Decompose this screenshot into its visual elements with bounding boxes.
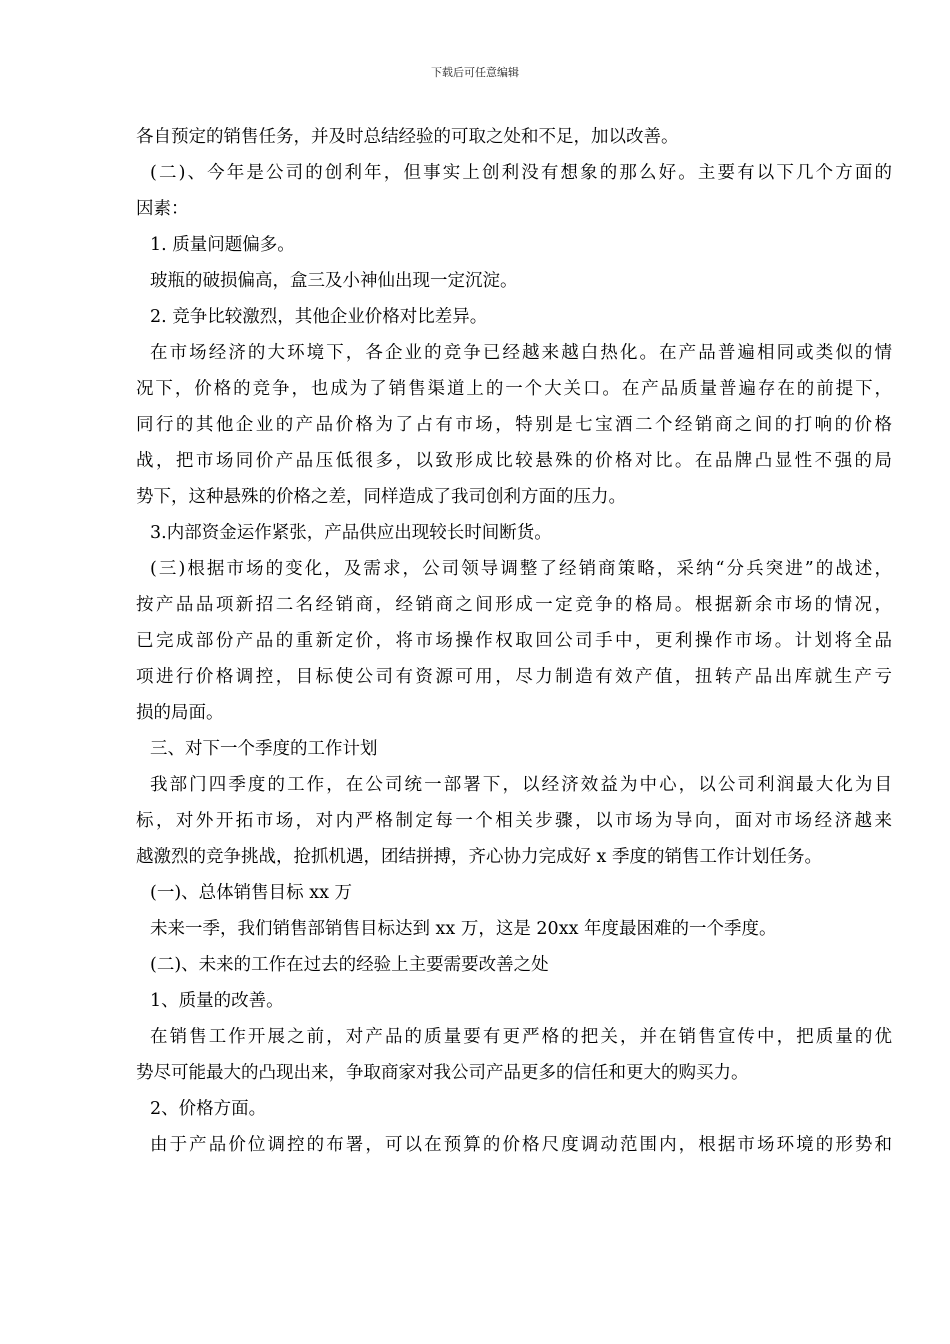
- text-line: 玻瓶的破损偏高，盒三及小神仙出现一定沉淀。: [150, 271, 518, 291]
- text-line: 战，把市场同价产品压低很多，以致形成比较悬殊的价格对比。在品牌凸显性不强的局: [136, 451, 892, 471]
- text-line: 三、对下一个季度的工作计划: [150, 739, 378, 759]
- text-line: 标，对外开拓市场，对内严格制定每一个相关步骤，以市场为导向，面对市场经济越来: [136, 811, 892, 831]
- page-header: 下载后可任意编辑: [431, 66, 519, 79]
- text-line: 在市场经济的大环境下，各企业的竞争已经越来越白热化。在产品普遍相同或类似的情: [150, 343, 892, 363]
- text-line: 各自预定的销售任务，并及时总结经验的可取之处和不足，加以改善。: [136, 127, 679, 147]
- text-line: 损的局面。: [136, 703, 224, 723]
- text-line: 越激烈的竞争挑战，抢抓机遇，团结拼搏，齐心协力完成好 x 季度的销售工作计划任务。: [136, 847, 822, 867]
- text-line: 况下，价格的竞争，也成为了销售渠道上的一个大关口。在产品质量普遍存在的前提下，: [136, 379, 892, 399]
- text-line: 在销售工作开展之前，对产品的质量要有更严格的把关，并在销售宣传中，把质量的优: [150, 1027, 892, 1047]
- text-line: 3.内部资金运作紧张，产品供应出现较长时间断货。: [150, 523, 552, 543]
- text-line: 势下，这种悬殊的价格之差，同样造成了我司创利方面的压力。: [136, 487, 626, 507]
- text-line: 1、质量的改善。: [150, 991, 284, 1011]
- text-line: 1. 质量问题偏多。: [150, 235, 295, 255]
- text-line: 项进行价格调控，目标使公司有资源可用，尽力制造有效产值，扭转产品出库就生产亏: [136, 667, 892, 687]
- text-line: 2、价格方面。: [150, 1099, 267, 1119]
- text-line: 未来一季，我们销售部销售目标达到 xx 万，这是 20xx 年度最困难的一个季度。: [150, 919, 777, 939]
- text-line: 因素：: [136, 199, 189, 219]
- text-line: (三)根据市场的变化，及需求，公司领导调整了经销商策略，采纳“分兵突进”的战述，: [150, 559, 892, 579]
- text-line: 由于产品价位调控的布署，可以在预算的价格尺度调动范围内，根据市场环境的形势和: [150, 1135, 892, 1155]
- text-line: 我部门四季度的工作，在公司统一部署下，以经济效益为中心，以公司利润最大化为目: [150, 775, 892, 795]
- text-line: 按产品品项新招二名经销商，经销商之间形成一定竞争的格局。根据新余市场的情况，: [136, 595, 892, 615]
- text-line: 已完成部份产品的重新定价，将市场操作权取回公司手中，更利操作市场。计划将全品: [136, 631, 892, 651]
- text-line: (二)、今年是公司的创利年，但事实上创利没有想象的那么好。主要有以下几个方面的: [150, 163, 892, 183]
- text-line: 2. 竞争比较激烈，其他企业价格对比差异。: [150, 307, 488, 327]
- document-body: [136, 119, 892, 1163]
- text-line: (一)、总体销售目标 xx 万: [150, 883, 353, 903]
- text-line: 势尽可能最大的凸现出来，争取商家对我公司产品更多的信任和更大的购买力。: [136, 1063, 749, 1083]
- text-line: (二)、未来的工作在过去的经验上主要需要改善之处: [150, 955, 549, 975]
- text-line: 同行的其他企业的产品价格为了占有市场，特别是七宝酒二个经销商之间的打响的价格: [136, 415, 892, 435]
